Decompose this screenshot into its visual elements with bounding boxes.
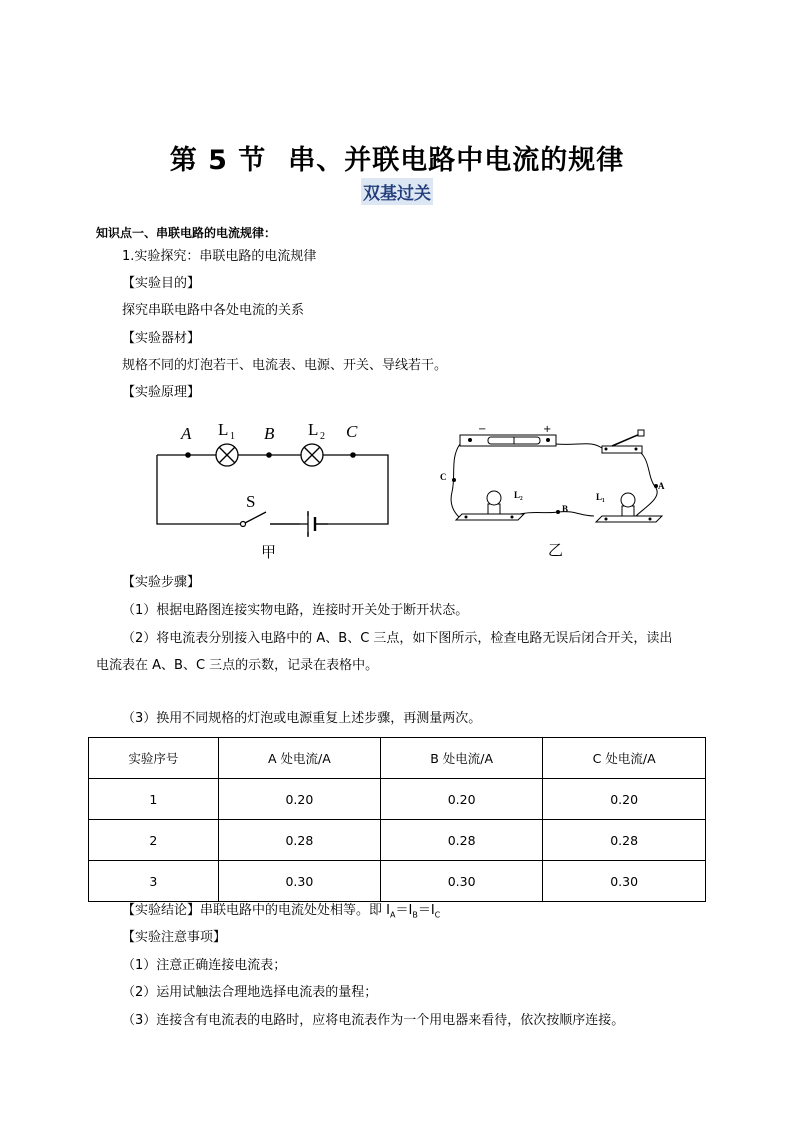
caption-jia: 甲 [261, 543, 277, 561]
table-cell: 0.28 [543, 820, 706, 861]
equipment-text: 规格不同的灯泡若干、电流表、电源、开关、导线若干。 [122, 358, 448, 373]
battery-minus: − [478, 424, 487, 435]
table-header-cell: B 处电流/A [381, 738, 543, 779]
battery-plus: + [543, 424, 552, 435]
purpose-heading: 【实验目的】 [122, 276, 201, 291]
note-1: （1）注意正确连接电流表； [122, 958, 287, 973]
equipment-heading: 【实验器材】 [122, 331, 201, 346]
table-cell: 0.20 [218, 779, 380, 820]
title-text: 串、并联电路中电流的规律 [288, 145, 625, 176]
node-a [185, 452, 191, 458]
notes-heading: 【实验注意事项】 [122, 930, 227, 945]
step-3: （3）换用不同规格的灯泡或电源重复上述步骤，再测量两次。 [122, 711, 482, 726]
step-2b: 电流表在 A、B、C 三点的示数，记录在表格中。 [96, 658, 379, 673]
table-cell: 0.30 [381, 861, 543, 902]
table-header-cell: C 处电流/A [543, 738, 706, 779]
label-yi-a: A [658, 481, 665, 491]
title-section-number: 第 5 节 [169, 145, 267, 176]
label-c: C [346, 422, 358, 441]
table-cell: 3 [89, 861, 219, 902]
item-1: 1.实验探究：串联电路的电流规律 [122, 249, 317, 264]
knowledge-point-1: 知识点一、串联电路的电流规律： [96, 226, 277, 240]
table-cell: 1 [89, 779, 219, 820]
eq-mid-2: ＝I [417, 903, 435, 918]
label-yi-b: B [562, 504, 569, 514]
label-s: S [246, 492, 256, 511]
table-header-row [89, 738, 706, 779]
caption-yi: 乙 [548, 541, 564, 559]
label-a: A [181, 424, 192, 443]
switch-knife [602, 430, 644, 453]
note-3: （3）连接含有电流表的电路时，应将电流表作为一个用电器来看待，依次按顺序连接。 [122, 1013, 625, 1028]
node-b [266, 452, 272, 458]
subtitle-badge: 双基过关 [361, 178, 433, 205]
label-l2: L [308, 420, 319, 439]
label-yi-c: C [440, 472, 447, 482]
table-cell: 0.30 [218, 861, 380, 902]
lamp-l2 [301, 444, 323, 466]
eq-mid-1: ＝I [395, 903, 413, 918]
lamp-holder-l1 [596, 493, 662, 522]
table-cell: 2 [89, 820, 219, 861]
node-c [350, 452, 356, 458]
table-cell: 0.28 [381, 820, 543, 861]
subtitle-row [0, 178, 794, 205]
table-cell: 0.30 [543, 861, 706, 902]
label-l2-sub: 2 [320, 431, 325, 442]
table-cell: 0.20 [381, 779, 543, 820]
label-l1-sub: 1 [230, 431, 235, 442]
conclusion-line [122, 902, 440, 925]
conclusion-text: 串联电路中的电流处处相等。即 I [200, 903, 390, 918]
label-yi-l2: L₂ [514, 490, 523, 500]
note-2: （2）运用试触法合理地选择电流表的量程； [122, 985, 378, 1000]
label-yi-l1: L₁ [596, 492, 605, 502]
eq-sub-c: C [434, 910, 441, 920]
principle-heading: 【实验原理】 [122, 385, 201, 400]
step-2a: （2）将电流表分别接入电路中的 A、B、C 三点，如下图所示，检查电路无误后闭合开关，读出 [122, 631, 673, 646]
lamp-l1 [216, 444, 238, 466]
table-row [89, 779, 706, 820]
steps-heading: 【实验步骤】 [122, 575, 201, 590]
battery-box [460, 435, 556, 446]
eq-sub-a: A [389, 910, 396, 920]
table-row [89, 861, 706, 902]
conclusion-heading: 【实验结论】 [122, 903, 201, 918]
table-header-cell: 实验序号 [89, 738, 219, 779]
table-cell: 0.28 [218, 820, 380, 861]
label-l1: L [218, 420, 229, 439]
table-cell: 0.20 [543, 779, 706, 820]
table-row [89, 820, 706, 861]
step-1: （1）根据电路图连接实物电路，连接时开关处于断开状态。 [122, 603, 469, 618]
label-b: B [264, 424, 275, 443]
eq-sub-b: B [412, 910, 418, 920]
circuit-diagram-yi [430, 418, 670, 563]
page-title [0, 138, 794, 177]
circuit-diagram-jia [150, 412, 400, 562]
results-table [88, 737, 706, 902]
table-header-cell: A 处电流/A [218, 738, 380, 779]
purpose-text: 探究串联电路中各处电流的关系 [122, 303, 305, 318]
